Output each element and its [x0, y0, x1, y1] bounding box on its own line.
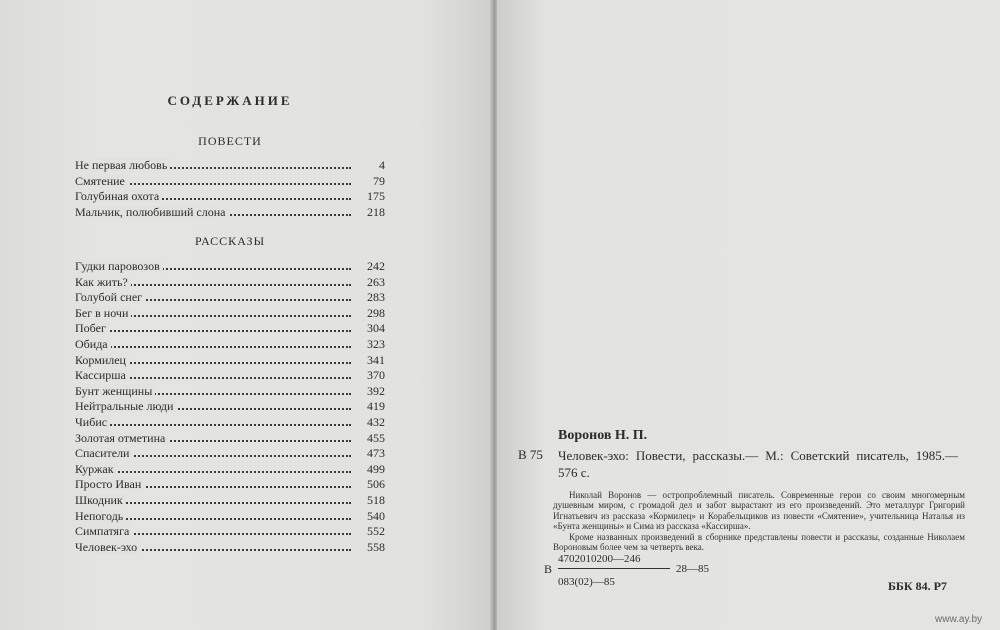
toc-entry-title: Голубой снег [75, 290, 145, 304]
toc-entry-title: Кассирша [75, 368, 129, 382]
toc-entry-title: Мальчик, полюбивший слона [75, 205, 229, 219]
toc-entry-page: 432 [364, 415, 385, 431]
toc-entry-page: 499 [364, 462, 385, 478]
toc-entry-page: 419 [364, 399, 385, 415]
catalog-code: В 75 [518, 447, 543, 462]
annotation-paragraph: Николай Воронов — остропроблемный писатель. Современные герои со своим многомерным душевным миром, с громадой дел и забот вырастают из его произведений. Это металлург Григорий Игнатьевич из рассказа «Кормилец» и Корабельщиков из повести «Смятение», учительница Наталья из «Бунта женщины» и Сима из рассказа «Кассирша». [553, 490, 965, 532]
toc-entry [75, 174, 385, 190]
toc-entry-page: 552 [364, 524, 385, 540]
toc-entry [75, 540, 385, 556]
toc-entry-title: Непогодь [75, 509, 126, 523]
toc-rasskazy-list [75, 259, 385, 555]
toc-entry [75, 290, 385, 306]
toc-entry-title: Просто Иван [75, 477, 144, 491]
toc-entry [75, 524, 385, 540]
toc-entry-page: 218 [364, 205, 385, 221]
toc-entry [75, 431, 385, 447]
toc-entry [75, 321, 385, 337]
isbn-suffix: 28—85 [676, 563, 709, 575]
toc-entry-title: Бег в ночи [75, 306, 131, 320]
left-page [0, 0, 493, 630]
toc-entry-page: 4 [376, 158, 385, 174]
toc-entry-page: 518 [364, 493, 385, 509]
toc-entry-title: Человек-эхо [75, 540, 140, 554]
bbk-code: ББК 84. Р7 [888, 579, 947, 593]
toc-leader-dots [75, 424, 351, 426]
toc-entry [75, 259, 385, 275]
toc-entry-page: 341 [364, 353, 385, 369]
toc-entry [75, 189, 385, 205]
toc-entry [75, 493, 385, 509]
toc-leader-dots [75, 346, 351, 348]
toc-entry [75, 306, 385, 322]
toc-entry-title: Смятение [75, 174, 128, 188]
toc-entry [75, 368, 385, 384]
isbn-numerator: 4702010200—246 [558, 553, 641, 565]
toc-entry-page: 283 [364, 290, 385, 306]
toc-entry-page: 175 [364, 189, 385, 205]
toc-entry-title: Шкодник [75, 493, 126, 507]
toc-entry-title: Как жить? [75, 275, 131, 289]
section-rasskazy-heading: РАССКАЗЫ [194, 234, 266, 248]
toc-entry-title: Спасители [75, 446, 132, 460]
toc-entry [75, 415, 385, 431]
toc-povesti-list [75, 158, 385, 220]
toc-entry-page: 370 [364, 368, 385, 384]
watermark: www.ay.by [935, 614, 983, 625]
toc-entry [75, 353, 385, 369]
toc-entry-page: 540 [364, 509, 385, 525]
toc-entry-page: 455 [364, 431, 385, 447]
fraction-line [558, 568, 670, 569]
toc-entry [75, 399, 385, 415]
toc-entry-title: Побег [75, 321, 109, 335]
isbn-denominator: 083(02)—85 [558, 576, 615, 588]
author-heading: Воронов Н. П. [558, 428, 648, 443]
section-povesti-heading: ПОВЕСТИ [198, 134, 262, 148]
toc-entry [75, 337, 385, 353]
toc-entry [75, 205, 385, 221]
toc-entry-title: Золотая отметина [75, 431, 168, 445]
toc-entry-title: Чибис [75, 415, 110, 429]
toc-entry [75, 158, 385, 174]
annotation-paragraph: Кроме названных произведений в сборнике представлены повести и рассказы, созданные Николаем Вороновым более чем за четверть века. [553, 531, 965, 553]
toc-entry-title: Гудки паровозов [75, 259, 163, 273]
toc-entry-title: Кормилец [75, 353, 129, 367]
toc-entry-title: Не первая любовь [75, 158, 170, 172]
toc-entry-title: Нейтральные люди [75, 399, 176, 413]
toc-entry-title: Симпатяга [75, 524, 132, 538]
toc-entry-page: 558 [364, 540, 385, 556]
toc-entry [75, 462, 385, 478]
toc-entry-title: Бунт женщины [75, 384, 155, 398]
toc-entry [75, 446, 385, 462]
toc-title: СОДЕРЖАНИЕ [167, 93, 293, 108]
toc-entry-page: 506 [364, 477, 385, 493]
toc-leader-dots [75, 330, 351, 332]
toc-entry-page: 298 [364, 306, 385, 322]
toc-entry-page: 242 [364, 259, 385, 275]
annotation [553, 490, 965, 552]
index-letter: В [544, 562, 553, 576]
toc-entry-page: 263 [364, 275, 385, 291]
toc-entry-page: 392 [364, 384, 385, 400]
toc-entry-page: 79 [370, 174, 385, 190]
toc-entry [75, 477, 385, 493]
toc-entry-page: 304 [364, 321, 385, 337]
toc-entry-title: Обида [75, 337, 111, 351]
toc-entry-title: Голубиная охота [75, 189, 162, 203]
bibliographic-entry: Человек-эхо: Повести, рассказы.— М.: Советский писатель, 1985.— 576 с. [558, 448, 958, 480]
toc-entry-page: 323 [364, 337, 385, 353]
toc-entry [75, 509, 385, 525]
toc-entry-page: 473 [364, 446, 385, 462]
toc-entry [75, 275, 385, 291]
toc-entry [75, 384, 385, 400]
toc-entry-title: Куржак [75, 462, 117, 476]
